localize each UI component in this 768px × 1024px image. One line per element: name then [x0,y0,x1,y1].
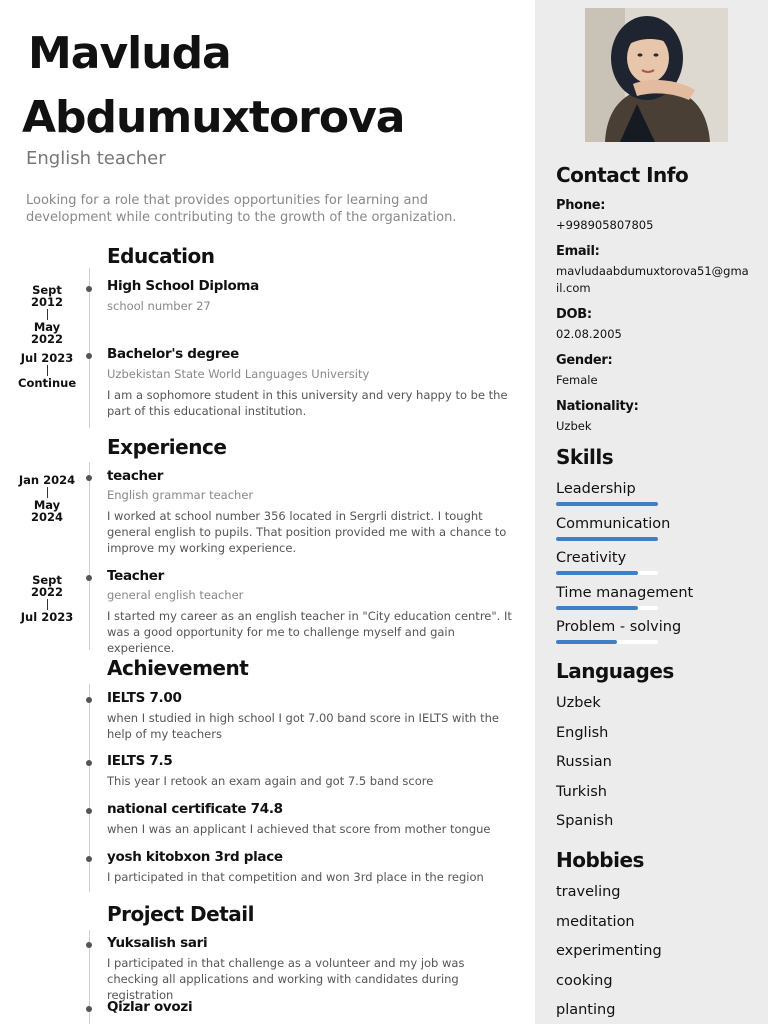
job-title: English teacher [26,148,166,169]
achievement-item-title: IELTS 7.5 [107,753,173,769]
achievement-item-title: national certificate 74.8 [107,801,283,817]
experience-date-end: May 2024 [30,498,63,524]
profile-photo [585,8,728,142]
hobby-item: cooking [556,973,613,989]
timeline-dot [86,475,92,481]
experience-item-title: teacher [107,468,164,484]
skill-level-bar [556,537,658,541]
timeline-dot [86,942,92,948]
education-date-2 [18,352,76,389]
experience-item-desc: I started my career as an english teacher in "City education centre". It was a good opportunity for me to challenge myself and gain experience. [107,609,512,655]
skill-level-fill [556,502,658,506]
timeline-dot [86,856,92,862]
achievement-item-desc: when I studied in high school I got 7.00 band score in IELTS with the help of my teachers [107,711,499,741]
hobby-item: traveling [556,884,621,900]
project-item-title: Yuksalish sari [107,935,208,951]
education-timeline [89,268,90,428]
experience-date-start: Jan 2024 [18,473,76,487]
achievement-item-title: yosh kitobxon 3rd place [107,849,283,865]
education-date-1 [18,284,76,345]
skill-name: Communication [556,515,671,532]
timeline-dot [86,286,92,292]
timeline-dot [86,1006,92,1012]
timeline-dot [86,575,92,581]
nationality-value: Uzbek [556,419,592,433]
skill-level-fill [556,606,638,610]
timeline-dot [86,697,92,703]
skill-name: Problem - solving [556,619,682,635]
education-item-desc: I am a sophomore student in this university and very happy to be the part of this educational institution. [107,388,508,418]
education-date-end: May 2022 [30,320,63,346]
education-item-title: High School Diploma [107,278,259,294]
experience-date-start: Sept 2022 [30,573,63,599]
hobby-item: meditation [556,914,635,930]
achievement-item-desc: I participated in that competition and won 3rd place in the region [107,870,484,884]
hobbies-title: Hobbies [556,848,644,872]
project-item-desc: I participated in that challenge as a volunteer and my job was checking all applications and working with candidates during registration [107,956,465,1002]
achievement-item-desc: when I was an applicant I achieved that score from mother tongue [107,822,491,836]
experience-title: Experience [107,435,227,459]
date-separator [47,487,48,498]
date-separator [47,599,48,610]
education-item-title: Bachelor's degree [107,346,239,362]
language-item: Uzbek [556,695,601,711]
experience-item-sub: general english teacher [107,588,244,602]
hobby-item: planting [556,1002,616,1018]
project-item-title: Qizlar ovozi [107,999,193,1015]
hobby-item: experimenting [556,943,662,959]
languages-title: Languages [556,659,674,683]
timeline-dot [86,808,92,814]
achievement-title: Achievement [107,656,249,680]
email-label: Email: [556,244,600,259]
education-date-start: Jul 2023 [20,351,74,365]
education-title: Education [107,244,215,268]
phone-label: Phone: [556,198,606,213]
education-date-end: Continue [18,376,77,390]
language-item: Turkish [556,784,607,800]
summary: Looking for a role that provides opportunities for learning and development while contributing to the growth of the organization. [26,193,457,225]
achievement-item-desc: This year I retook an exam again and got 7.5 band score [107,774,434,788]
experience-item-desc: I worked at school number 356 located in Sergrli district. I tought general english to pupils. That position provided me with a chance to improve my working experience. [107,509,507,555]
education-item-sub: Uzbekistan State World Languages University [107,367,370,381]
dob-label: DOB: [556,307,592,322]
timeline-dot [86,760,92,766]
skill-name: Creativity [556,550,627,566]
phone-value[interactable]: +998905807805 [556,218,654,232]
skill-level-fill [556,571,638,575]
education-item-sub: school number 27 [107,299,211,313]
email-value[interactable]: mavludaabdumuxtorova51@gmail.com [556,264,749,295]
experience-date-1 [18,474,76,523]
gender-label: Gender: [556,353,613,368]
language-item: Russian [556,754,612,770]
skill-level-bar [556,640,658,644]
skill-level-fill [556,537,658,541]
language-item: Spanish [556,813,614,829]
date-separator [47,309,48,320]
skill-level-bar [556,502,658,506]
achievement-item-title: IELTS 7.00 [107,690,182,706]
experience-date-end: Jul 2023 [20,610,74,624]
experience-timeline [89,462,90,650]
last-name: Abdumuxtorova [22,92,405,143]
profile-photo-illustration [585,8,728,142]
nationality-label: Nationality: [556,399,639,414]
experience-date-2 [18,574,76,623]
experience-item-sub: English grammar teacher [107,488,254,502]
skill-level-fill [556,640,617,644]
date-separator [47,365,48,376]
first-name: Mavluda [28,28,231,79]
timeline-dot [86,353,92,359]
skill-name: Leadership [556,481,636,497]
skill-level-bar [556,606,658,610]
contact-title: Contact Info [556,163,689,187]
skill-level-bar [556,571,658,575]
gender-value: Female [556,373,598,387]
skills-title: Skills [556,445,614,469]
projects-title: Project Detail [107,902,254,926]
dob-value: 02.08.2005 [556,327,622,341]
language-item: English [556,725,609,741]
experience-item-title: Teacher [107,568,165,584]
education-date-start: Sept 2012 [30,283,63,309]
skill-name: Time management [556,584,694,601]
